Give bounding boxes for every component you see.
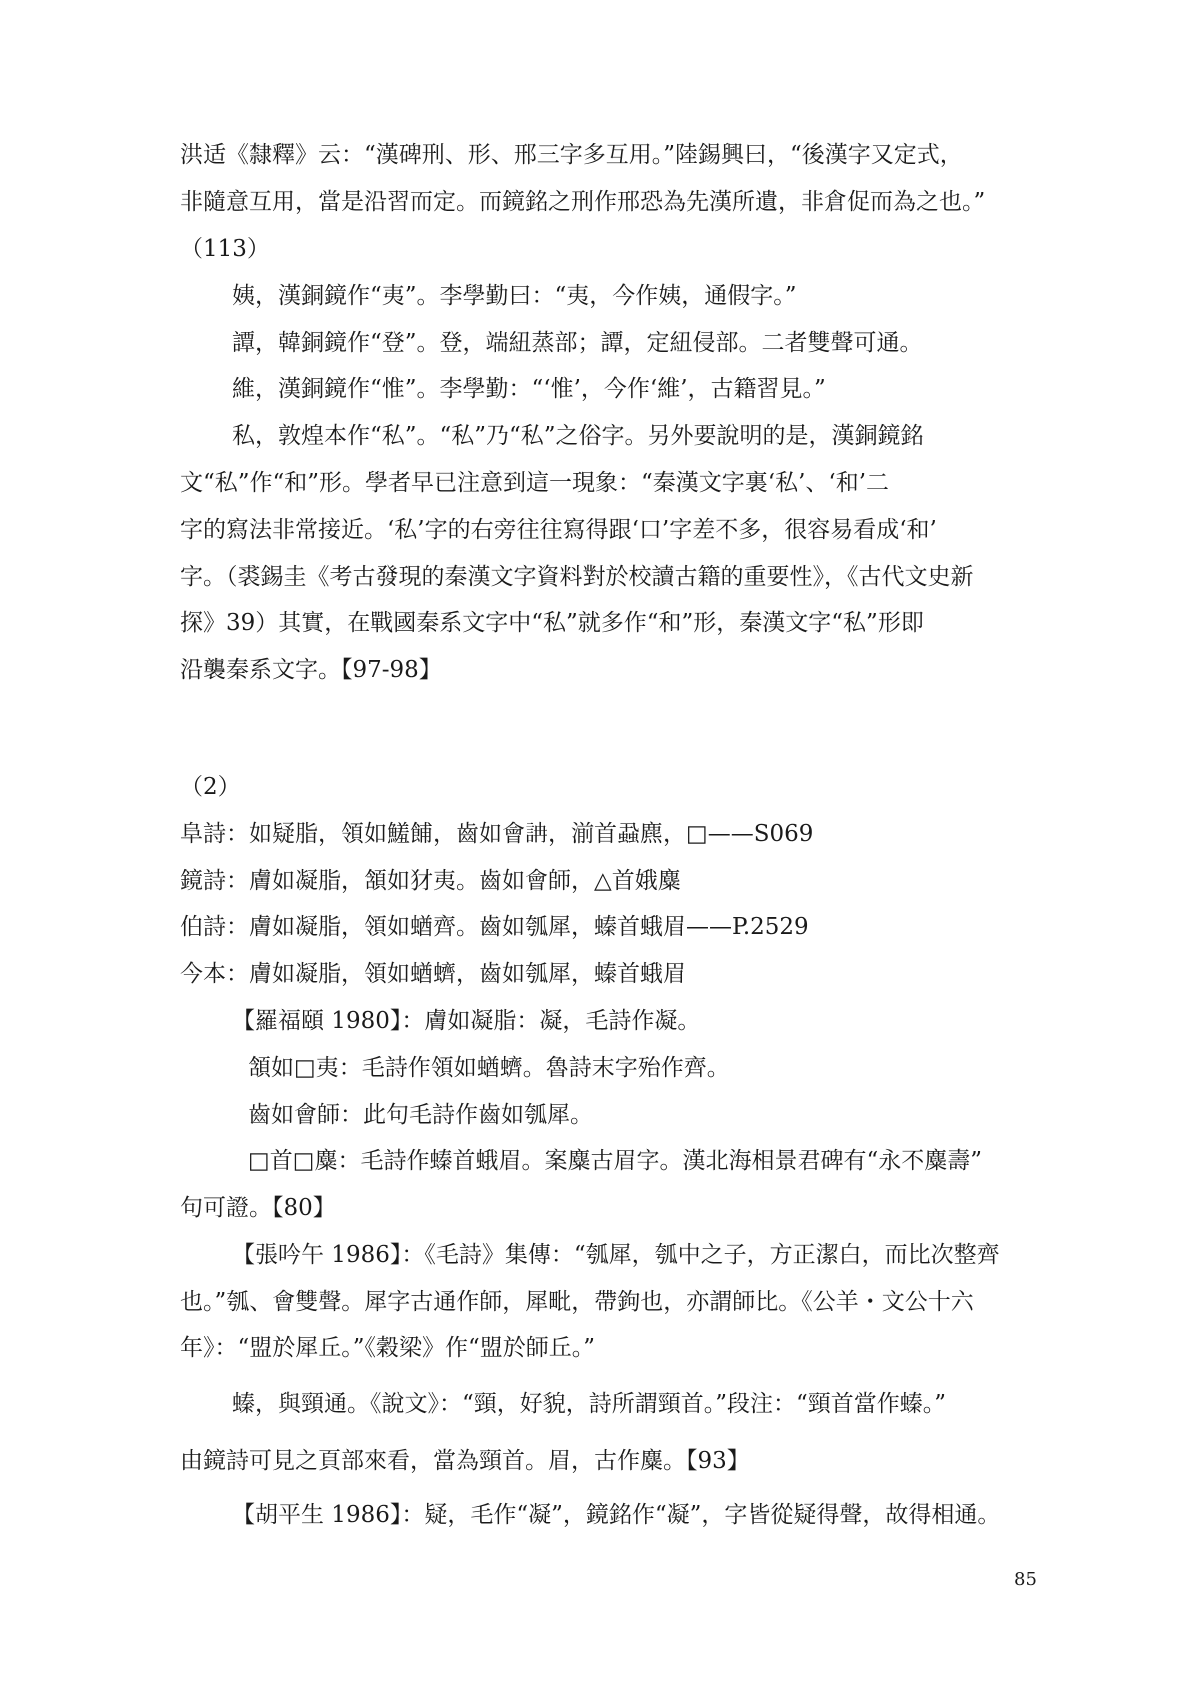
text-line: 字的寫法非常接近。‘私’字的右旁往往寫得跟‘口’字差不多，很容易看成‘和’ bbox=[180, 517, 937, 543]
text-line: （113） bbox=[180, 236, 270, 262]
text-line: 文“私”作“和”形。學者早已注意到這一現象：“秦漢文字裏‘私’、‘和’二 bbox=[180, 470, 890, 496]
text-line: □首□麋：毛詩作螓首蛾眉。案麋古眉字。漢北海相景君碑有“永不麋壽” bbox=[248, 1148, 982, 1174]
text-line: 私，敦煌本作“私”。“私”乃“私”之俗字。另外要說明的是，漢銅鏡銘 bbox=[232, 423, 924, 449]
text-line: 非隨意互用，當是沿習而定。而鏡銘之刑作邢恐為先漢所遺，非倉促而為之也。” bbox=[180, 189, 986, 215]
text-line: 譚，韓銅鏡作“登”。登，端紐蒸部；譚，定紐侵部。二者雙聲可通。 bbox=[232, 330, 923, 356]
page-number: 85 bbox=[1014, 1569, 1037, 1590]
text-line: 螓，與頸通。《說文》：“頸，好貌，詩所謂頸首。”段注：“頸首當作螓。” bbox=[232, 1391, 947, 1417]
text-line: 沿襲秦系文字。【97-98】 bbox=[180, 657, 442, 683]
text-line: 也。”瓠、會雙聲。犀字古通作師，犀毗，帶鉤也，亦謂師比。《公羊・文公十六 bbox=[180, 1289, 974, 1315]
text-line: 句可證。【80】 bbox=[180, 1195, 336, 1221]
text-line: 探》39）其實，在戰國秦系文字中“私”就多作“和”形，秦漢文字“私”形即 bbox=[180, 610, 924, 636]
section-heading: （2） bbox=[180, 774, 241, 800]
text-line: 【胡平生 1986】：疑，毛作“凝”，鏡銘作“凝”，字皆從疑得聲，故得相通。 bbox=[232, 1502, 1001, 1528]
text-line: 【羅福頤 1980】：膚如凝脂：凝，毛詩作凝。 bbox=[232, 1008, 701, 1034]
text-line: 阜詩：如疑脂，領如鱃餔，齒如會𧦦，湔首蝨麃，□——S069 bbox=[180, 821, 814, 847]
text-line: 年》：“盟於犀丘。”《穀梁》作“盟於師丘。” bbox=[180, 1335, 596, 1361]
text-line: 鏡詩：膚如凝脂，頷如犲夷。齒如會師，△首娥麋 bbox=[180, 868, 681, 894]
text-line: 【張吟午 1986】：《毛詩》集傳：“瓠犀，瓠中之子，方正潔白，而比次整齊 bbox=[232, 1242, 1000, 1268]
text-line: 姨，漢銅鏡作“夷”。李學勤曰：“夷，今作姨，通假字。” bbox=[232, 283, 797, 309]
text-line: 齒如會師：此句毛詩作齒如瓠犀。 bbox=[248, 1102, 593, 1128]
text-line: 今本：膚如凝脂，領如蝤蠐，齒如瓠犀，螓首蛾眉 bbox=[180, 961, 686, 987]
text-line: 頷如□夷：毛詩作領如蝤蠐。魯詩末字殆作齊。 bbox=[248, 1055, 730, 1081]
text-line: 由鏡詩可見之頁部來看，當為頸首。眉，古作麋。【93】 bbox=[180, 1448, 750, 1474]
text-line: 字。（裘錫圭《考古發現的秦漢文字資料對於校讀古籍的重要性》，《古代文史新 bbox=[180, 564, 974, 590]
text-line: 伯詩：膚如凝脂，領如蝤齊。齒如瓠犀，螓首蛾眉——P.2529 bbox=[180, 914, 809, 940]
text-line: 洪适《隸釋》云：“漢碑刑、形、邢三字多互用。”陸錫興曰，“後漢字又定式， bbox=[180, 142, 963, 168]
text-line: 維，漢銅鏡作“惟”。李學勤：“‘惟’，今作‘維’，古籍習見。” bbox=[232, 376, 826, 402]
